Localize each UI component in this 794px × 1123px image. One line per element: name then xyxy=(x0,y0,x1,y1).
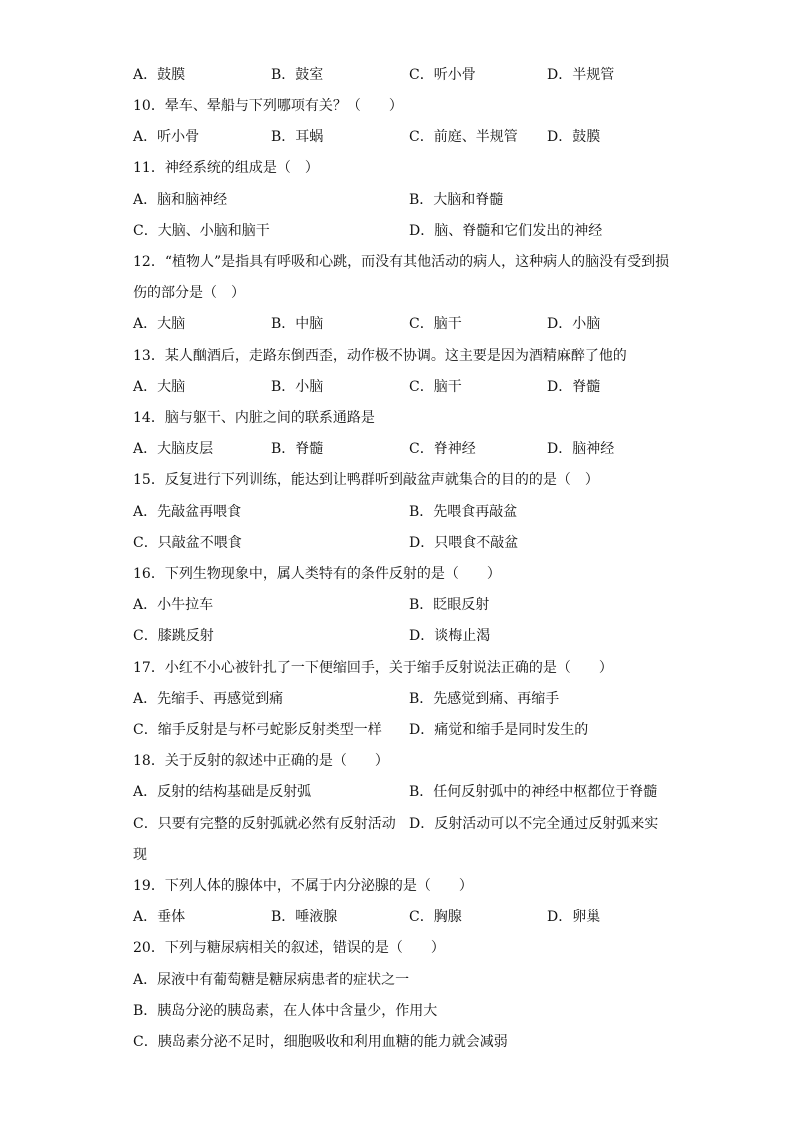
q11-stem: 11．神经系统的组成是（ ） xyxy=(133,160,319,176)
q16-option-c: C．膝跳反射 xyxy=(133,628,214,644)
q17-option-c: C．缩手反射是与杯弓蛇影反射类型一样 xyxy=(133,722,382,738)
q14-stem: 14．脑与躯干、内脏之间的联系通路是 xyxy=(133,410,375,426)
q12-stem-line2: 伤的部分是（ ） xyxy=(133,285,245,301)
q12-option-b: B．中脑 xyxy=(271,316,324,332)
q9-option-b: B．鼓室 xyxy=(271,67,324,83)
q14-option-b: B．脊髓 xyxy=(271,441,324,457)
q15-option-c: C．只敲盆不喂食 xyxy=(133,535,242,551)
q16-stem: 16．下列生物现象中，属人类特有的条件反射的是（ ） xyxy=(133,566,501,582)
q16-option-a: A．小牛拉车 xyxy=(133,597,214,613)
q9-option-a: A．鼓膜 xyxy=(133,67,186,83)
q18-option-b: B．任何反射弧中的神经中枢都位于脊髓 xyxy=(409,784,658,800)
q19-option-a: A．垂体 xyxy=(133,909,186,925)
q10-option-a: A．听小骨 xyxy=(133,129,200,145)
q19-option-b: B．唾液腺 xyxy=(271,909,338,925)
q15-option-a: A．先敲盆再喂食 xyxy=(133,504,242,520)
q16-option-d: D．谈梅止渴 xyxy=(409,628,491,644)
q16-option-b: B．眨眼反射 xyxy=(409,597,490,613)
q14-option-a: A．大脑皮层 xyxy=(133,441,214,457)
q20-option-b: B．胰岛分泌的胰岛素，在人体中含量少，作用大 xyxy=(133,1003,438,1019)
q13-stem: 13．某人酗酒后，走路东倒西歪，动作极不协调。这主要是因为酒精麻醉了他的 xyxy=(133,348,627,364)
q15-stem: 15．反复进行下列训练，能达到让鸭群听到敲盆声就集合的目的的是（ ） xyxy=(133,472,599,488)
q18-option-a: A．反射的结构基础是反射弧 xyxy=(133,784,312,800)
q10-option-d: D．鼓膜 xyxy=(547,129,601,145)
q13-option-c: C．脑干 xyxy=(409,379,462,395)
q13-option-b: B．小脑 xyxy=(271,379,324,395)
q19-stem: 19．下列人体的腺体中，不属于内分泌腺的是（ ） xyxy=(133,878,473,894)
q14-option-d: D．脑神经 xyxy=(547,441,615,457)
q19-option-c: C．胸腺 xyxy=(409,909,462,925)
q10-option-b: B．耳蜗 xyxy=(271,129,324,145)
q13-option-d: D．脊髓 xyxy=(547,379,601,395)
q15-option-d: D．只喂食不敲盆 xyxy=(409,535,519,551)
q11-option-d: D．脑、脊髓和它们发出的神经 xyxy=(409,223,603,239)
q13-option-a: A．大脑 xyxy=(133,379,186,395)
q12-option-c: C．脑干 xyxy=(409,316,462,332)
q18-option-d-continuation: 现 xyxy=(133,847,147,863)
q20-option-a: A．尿液中有葡萄糖是糖尿病患者的症状之一 xyxy=(133,972,410,988)
q9-option-c: C．听小骨 xyxy=(409,67,476,83)
q15-option-b: B．先喂食再敲盆 xyxy=(409,504,518,520)
q12-stem-line1: 12．“植物人”是指具有呼吸和心跳，而没有其他活动的病人，这种病人的脑没有受到损 xyxy=(133,254,670,270)
q11-option-b: B．大脑和脊髓 xyxy=(409,192,504,208)
q17-option-a: A．先缩手、再感觉到痛 xyxy=(133,691,284,707)
q10-stem: 10．晕车、晕船与下列哪项有关？（ ） xyxy=(133,98,403,114)
q14-option-c: C．脊神经 xyxy=(409,441,476,457)
q17-option-d: D．痛觉和缩手是同时发生的 xyxy=(409,722,589,738)
q10-option-c: C．前庭、半规管 xyxy=(409,129,518,145)
q12-option-a: A．大脑 xyxy=(133,316,186,332)
q20-stem: 20．下列与糖尿病相关的叙述，错误的是（ ） xyxy=(133,940,445,956)
q12-option-d: D．小脑 xyxy=(547,316,601,332)
q18-option-d: D．反射活动可以不完全通过反射弧来实 xyxy=(409,816,659,832)
q9-option-d: D．半规管 xyxy=(547,67,615,83)
q17-stem: 17．小红不小心被针扎了一下便缩回手，关于缩手反射说法正确的是（ ） xyxy=(133,660,613,676)
q20-option-c: C．胰岛素分泌不足时，细胞吸收和利用血糖的能力就会减弱 xyxy=(133,1034,508,1050)
q18-option-c: C．只要有完整的反射弧就必然有反射活动 xyxy=(133,816,396,832)
q19-option-d: D．卵巢 xyxy=(547,909,601,925)
q17-option-b: B．先感觉到痛、再缩手 xyxy=(409,691,560,707)
q11-option-c: C．大脑、小脑和脑干 xyxy=(133,223,270,239)
q18-stem: 18．关于反射的叙述中正确的是（ ） xyxy=(133,753,389,769)
q11-option-a: A．脑和脑神经 xyxy=(133,192,228,208)
